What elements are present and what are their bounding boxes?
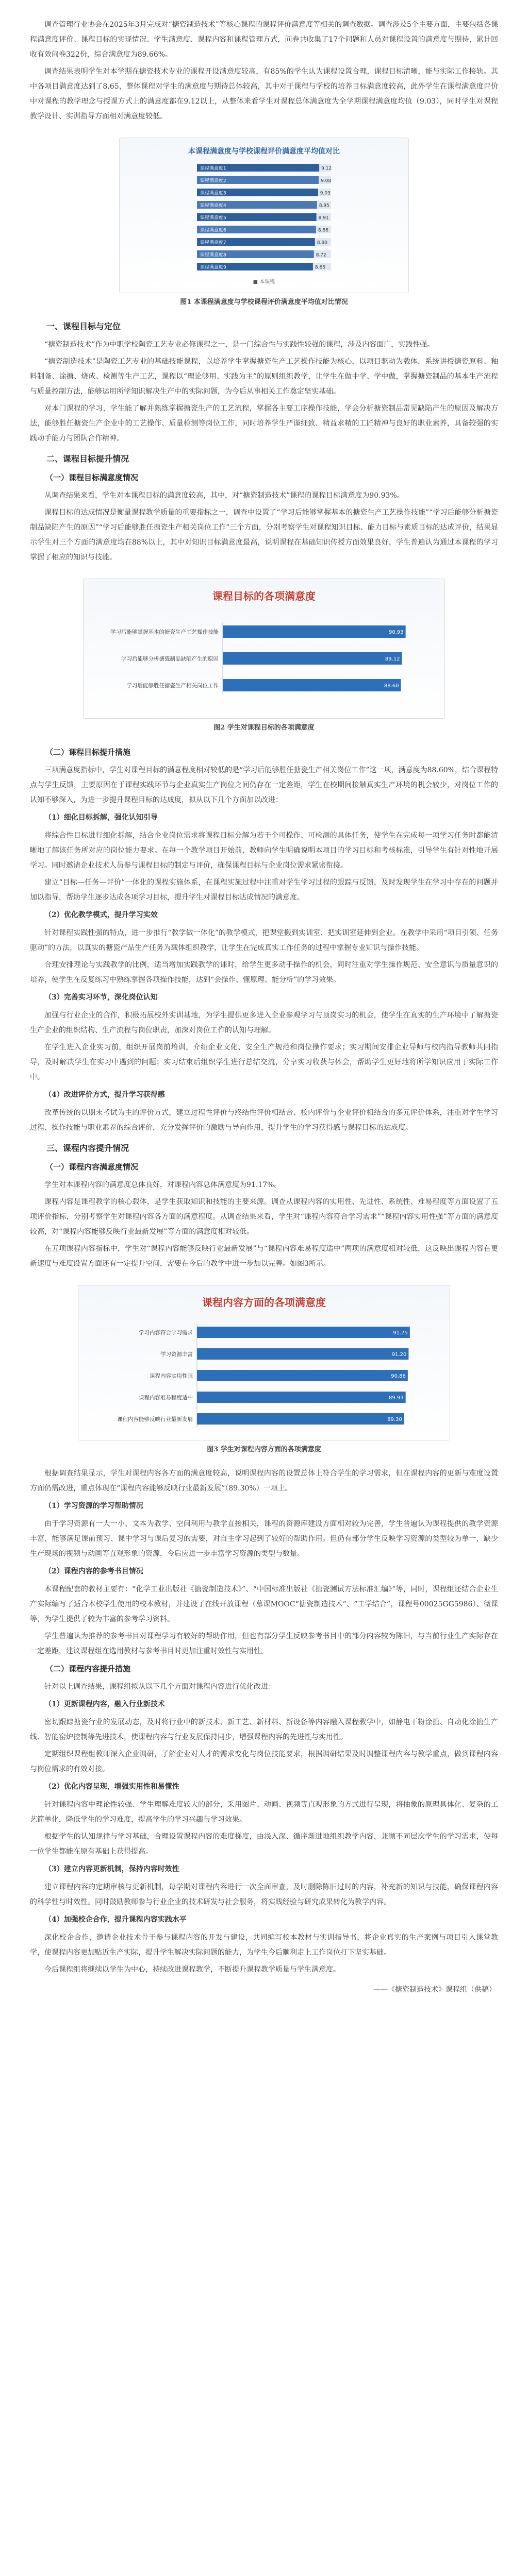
bar — [197, 1413, 404, 1425]
bar-category-label: 课程满意度2 — [200, 178, 226, 184]
section-2-title: 二、课程目标提升情况 — [46, 454, 129, 464]
category-label: 课程内容难易程度适中 — [139, 1395, 193, 1401]
point-paragraph: 学生普遍认为推荐的参考书目对课程学习有较好的帮助作用，但也有部分学生反映参考书目中的部分内容较为陈旧，与当前行业生产实际存在一定差距，建议课程组在选用教材与参考书目时更加注重时效性与实用性。 — [30, 1632, 498, 1655]
chart-1-svg — [120, 138, 408, 293]
point-paragraph: 改革传统的以期末考试为主的评价方式，建立过程性评价与终结性评价相结合、校内评价与企业评价相结合的多元评价体系，注重对学生学习过程、操作技能与职业素养的综合评价，充分发挥评价的激励与导向作用，提升学生的学习获得感与课程目标的达成度。 — [30, 1109, 498, 1132]
point-title: （3）完善实习环节，深化岗位认知 — [44, 993, 158, 1002]
section-1-title: 一、课程目标与定位 — [46, 321, 121, 331]
point-title: （4）加强校企合作，提升课程内容实践水平 — [44, 1916, 187, 1924]
chart-3-svg — [78, 1285, 450, 1440]
bar-category-label: 课程满意度3 — [200, 191, 226, 196]
point-paragraph: 合理安排理论与实践教学的比例，适当增加实践教学的课时，给学生更多动手操作的机会，同时注重对学生操作规范、安全意识与质量意识的培养，使学生在反复练习中熟练掌握各项操作技能，达到“会操作、懂原理、能分析”的学习效果。 — [30, 961, 498, 984]
section-3-paragraph: 针对以上调查结果，课程组拟从以下几个方面对课程内容进行优化改进： — [44, 1683, 275, 1691]
figure-3 — [78, 1285, 450, 1440]
bar-value-label: 9.03 — [320, 191, 331, 196]
bar — [197, 1370, 408, 1381]
category-label: 学习后能够分析搪瓷制品缺陷产生的原因 — [121, 656, 219, 662]
point-title: （4）改进评价方式，提升学习获得感 — [44, 1091, 165, 1099]
bar-category-label: 课程满意度5 — [200, 215, 226, 221]
bar-value-label: 8.72 — [316, 252, 326, 258]
figure-1 — [119, 138, 409, 293]
bar-category-label: 课程满意度7 — [200, 240, 226, 246]
point-paragraph: 由于学习资源有一大一小、文本为教学、空间利用与教学直接相关，课程的资源库建设方面相对较为完善，学生普遍认为课程提供的教学资源丰富，能够满足课前预习、课中学习与课后复习的需要，对自主学习起到了较好的帮助作用。但仍有部分学生反映学习资源的类型较为单一，缺少生产现场的视频与动画等直观形象的资源，今后应进一步丰富学习资源的类型与数量。 — [30, 1520, 498, 1558]
point-paragraph: 针对课程内容中理论性较强、学生理解难度较大的部分，采用图片、动画、视频等直观形象的方式进行呈现，将抽象的原理具体化、复杂的工艺简单化，降低学生的学习难度，提高学生的学习兴趣与学习效果。 — [30, 1801, 498, 1824]
document-signature: ——《搪瓷制造技术》课程组（供稿） — [373, 1986, 496, 1994]
bar — [197, 1327, 410, 1338]
bar-value-label: 91.75 — [393, 1330, 408, 1336]
point-title: （3）建立内容更新机制，保持内容时效性 — [44, 1865, 179, 1873]
point-title: （1）更新课程内容，融入行业新技术 — [44, 1700, 165, 1708]
section-2-sub-1-title: （一）课程目标满意度情况 — [45, 473, 139, 482]
bar — [223, 625, 406, 638]
point-title: （1）学习资源的学习帮助情况 — [44, 1502, 143, 1510]
point-paragraph: 定期组织课程组教师深入企业调研，了解企业对人才的需求变化与岗位技能要求，根据调研结果及时调整课程内容与教学重点，做到课程内容与岗位需求的有效对接。 — [30, 1750, 498, 1773]
chart-2-svg — [84, 579, 444, 718]
bar-category-label: 课程满意度1 — [200, 166, 226, 172]
section-3-paragraph: 在五项课程内容指标中，学生对“课程内容能够反映行业最新发展”与“课程内容难易程度适中”两项的满意度相对较低，这反映出课程内容在更新速度与难度设置方面还有一定提升空间，需要在今后的教学中进一步加以完善。如图3所示。 — [30, 1245, 498, 1268]
section-1-paragraph: “搪瓷制造技术”是陶瓷工艺专业的基础技能课程，以培养学生掌握搪瓷生产工艺操作技能为核心，以项目驱动为载体，系统讲授搪瓷原料、釉料制备、涂搪、烧成、检测等生产工艺，课程以“理论够用、实践为主”的原则组织教学，让学生在做中学、学中做，掌握搪瓷制品的基本生产流程与质量控制方法，能够运用所学知识解决生产中的实际问题，为今后从事相关工作奠定坚实基础。 — [30, 358, 498, 396]
section-3-paragraph: 学生对本课程内容的满意度总体良好，对课程内容总体满意度为91.17%。 — [44, 1181, 282, 1189]
section-3-title: 三、课程内容提升情况 — [46, 1143, 129, 1153]
category-label: 学习后能够胜任搪瓷生产相关岗位工作 — [126, 683, 219, 689]
bar-value-label: 89.12 — [385, 656, 400, 662]
bar — [197, 1392, 406, 1403]
bar-value-label: 8.80 — [317, 240, 327, 246]
section-2-paragraph: 三项满意度指标中，学生对课程目标的满意程度相对较低的是“学习后能够胜任搪瓷生产相关岗位工作”这一项，满意度为88.60%，结合课程特点与学生反馈，主要原因在于课程实践环节与企业真实生产岗位之间仍存在一定差距，学生在校期间接触真实生产环境的机会较少，对岗位工作的认知不够深入，为进一步提升课程目标的达成度，拟从以下几个方面加以改进： — [30, 766, 498, 804]
bar-value-label: 9.08 — [321, 178, 332, 184]
bar-category-label: 课程满意度4 — [200, 203, 226, 209]
point-title: （2）优化内容呈现，增强实用性和易懂性 — [44, 1783, 179, 1791]
category-label: 学习资源丰富 — [160, 1351, 193, 1358]
bar — [197, 1348, 408, 1360]
point-title: （2）优化教学模式，提升学习实效 — [44, 911, 158, 919]
section-3-paragraph: 根据调查结果显示，学生对课程内容各方面的满意度较高，说明课程内容的设置总体上符合学生的学习需求，但在课程内容的更新与难度设置方面仍需改进，重点体现在“课程内容能够反映行业最新发展”（89.30%）一项上。 — [30, 1469, 498, 1493]
bar-value-label: 8.95 — [319, 203, 329, 209]
intro-paragraph-2: 调查结果表明学生对本学期在搪瓷技术专业的课程开设满意度较高，有85%的学生认为课程设置合理，课程目标清晰，能与实际工作接轨。其中各项目满意度达到了8.65，整体课程对学生的满意度与期待总体较高，其中对于课程与学校的培养目标满意度较高，此外学生在课程满意度评价中对课程的教学理念与授课方式上的满意度都在9.12以上，从整体来看学生对课程总体满意度为全学期课程满意度均值（9.03），同时学生对课程教学设计、实训指导方面相对满意度较低。 — [30, 67, 498, 121]
bar-value-label: 88.60 — [384, 683, 399, 689]
section-1-paragraph: “搪瓷制造技术”作为中职学校陶瓷工艺专业必修课程之一，是一门综合性与实践性较强的课程，涉及内容面广，实践性强。 — [44, 341, 435, 349]
legend-label: ■ 本课程 — [253, 279, 275, 285]
bar-value-label: 9.12 — [321, 166, 332, 172]
section-2-sub-2-title: （二）课程目标提升措施 — [45, 748, 131, 757]
bar-value-label: 90.93 — [388, 630, 404, 635]
bar — [223, 652, 402, 665]
section-3-paragraph: 课程内容是课程教学的核心载体，是学生获取知识和技能的主要来源。调查从课程内容的实用性、先进性、系统性、难易程度等方面设置了五项评价指标，分别考察学生对课程内容各方面的满意程度。从调查结果来看，学生对“课程内容符合学习需求”“课程内容实用性强”等方面的满意度较高，对“课程内容能够反映行业最新发展”等方面的满意度相对较低。 — [30, 1198, 498, 1236]
bar-category-label: 课程满意度8 — [200, 252, 226, 258]
intro-paragraph-1: 调查管理行业协会在2025年3月完成对“搪瓷制造技术”等核心课程的课程评价满意度等相关的调查数据。调查涉及5个主要方面，主要包括各课程满意度评价、课程目标的实现情况、学生满意度、课程内容和课程管理方式，问卷共收集了17个问题和人员对课程设置的满意度与期待，累计回收有效问卷322份，综合满意度为89.66%。 — [30, 21, 498, 59]
point-paragraph: 将综合性目标进行细化拆解，结合企业岗位需求将课程目标分解为若干个可操作、可检测的具体任务，使学生在完成每一项学习任务时都能清晰地了解该任务所对应的岗位能力要求。在每一个教学项目开始前，教师向学生明确说明本项目的学习目标和考核标准，引导学生有针对性地开展学习。同时邀请企业技术人员参与课程目标的制定与评价，确保课程目标与企业岗位需求紧密衔接。 — [30, 832, 498, 870]
point-paragraph: 针对课程实践性强的特点，进一步推行“教学做一体化”的教学模式，把课堂搬到实训室、把实训室延伸到企业。在教学中采用“项目引领、任务驱动”的方法，以真实的搪瓷产品生产任务为载体组织教学，让学生在完成真实工作任务的过程中掌握专业知识与操作技能。 — [30, 929, 498, 952]
figure-2 — [83, 579, 445, 719]
point-paragraph: 建立“目标—任务—评价”一体化的课程实施体系，在课程实施过程中注重对学生学习过程的跟踪与反馈，及时发现学生在学习中存在的问题并加以指导，帮助学生逐步达成各项学习目标，提升学生对课程目标达成情况的满意度。 — [30, 878, 498, 902]
chart-title: 课程内容方面的各项满意度 — [202, 1296, 326, 1309]
section-3-sub-1-title: （一）课程内容满意度情况 — [45, 1162, 139, 1172]
bar-value-label: 8.91 — [318, 215, 329, 221]
point-paragraph: 建立课程内容的定期审核与更新机制，每学期对课程内容进行一次全面审查，及时删除陈旧过时的内容，补充新的知识与技能，确保课程内容的科学性与时效性。同时鼓励教师参与行业企业的技术研发与社会服务，将实践经验与研究成果转化为教学内容。 — [30, 1883, 498, 1906]
figure-2-caption: 图2 学生对课程目标的各项满意度 — [213, 724, 315, 732]
point-paragraph: 在学生进入企业实习前，组织开展岗前培训，介绍企业文化、安全生产规范和岗位操作要求；实习期间安排企业导师与校内指导教师共同指导，及时解决学生在实习中遇到的问题；实习结束后组织学生进行总结交流，分享实习收获与体会，帮助学生更好地将所学知识应用于实际工作中。 — [30, 1043, 498, 1081]
section-2-paragraph: 课程目标的达成情况是衡量课程教学质量的重要指标之一，调查中设置了“学习后能够掌握基本的搪瓷生产工艺操作技能”“学习后能够分析搪瓷制品缺陷产生的原因”“学习后能够胜任搪瓷生产相关岗位工作”三个方面，分别考察学生对课程知识目标、能力目标与素质目标的达成评价，结果显示学生对三个方面的满意度均在88%以上，其中对知识目标满意度最高，说明课程在基础知识传授方面效果良好，学生普遍认为通过本课程的学习掌握了相应的知识与技能。 — [30, 509, 498, 562]
section-3-sub-2-title: （二）课程内容提升措施 — [45, 1664, 131, 1673]
chart-title: 课程目标的各项满意度 — [212, 590, 316, 602]
point-paragraph: 本课程配套的教材主要有：“化学工业出版社《搪瓷制造技术》”、“中国标准出版社《搪瓷测试方法标准汇编》”等，同时，课程组还结合企业生产实际编写了适合本校学生使用的校本教材，并建设了在线开放课程（慕课MOOC“搪瓷制造技术”、“工学结合”，课程号00025GG5986）、微课等，为学生提供了较为丰富的参考学习资料。 — [30, 1585, 498, 1623]
figure-1-caption: 图1 本课程满意度与学校课程评价满意度平均值对比情况 — [180, 298, 348, 306]
point-paragraph: 深化校企合作，邀请企业技术骨干参与课程内容的开发与建设，共同编写校本教材与实训指导书，将企业真实的生产案例与项目引入课堂教学，使课程内容更加贴近生产实际，提升学生解决实际问题的能力，为学生今后顺利走上工作岗位打下坚实基础。 — [30, 1934, 498, 1957]
point-paragraph: 加强与行业企业的合作，积极拓展校外实训基地，为学生提供更多进入企业参观学习与顶岗实习的机会，使学生在真实的生产环境中了解搪瓷生产企业的组织结构、生产流程与岗位职责，加深对岗位工作的认知与理解。 — [30, 1011, 498, 1035]
bar-category-label: 课程满意度6 — [200, 228, 226, 233]
section-1-paragraph: 对本门课程的学习，学生能了解并熟练掌握搪瓷生产的工艺流程，掌握各主要工序操作技能，学会分析搪瓷制品常见缺陷产生的原因及解决方法，能够胜任搪瓷生产企业中的工艺操作、质量检测等岗位工作，同时培养学生严谨细致、精益求精的工匠精神与良好的职业素养，具备较强的实践动手能力与团队合作精神。 — [30, 404, 498, 443]
category-label: 学习后能够掌握基本的搪瓷生产工艺操作技能 — [110, 629, 219, 635]
bar-value-label: 89.93 — [389, 1395, 404, 1401]
bar-category-label: 课程满意度9 — [200, 265, 226, 270]
point-title: （2）课程内容的参考书目情况 — [44, 1567, 143, 1575]
figure-3-caption: 图3 学生对课程内容方面的各项满意度 — [207, 1446, 321, 1453]
bar-value-label: 8.88 — [318, 228, 328, 233]
bar-value-label: 8.65 — [315, 265, 325, 270]
category-label: 学习内容符合学习需求 — [139, 1330, 193, 1336]
point-title: （1）细化目标拆解，强化认知引导 — [44, 814, 158, 822]
bar-value-label: 90.86 — [391, 1374, 406, 1379]
section-2-paragraph: 从调查结果来看，学生对本课程目标的满意度较高，其中，对“搪瓷制造技术”课程的课程目标满意度为90.93%。 — [44, 492, 404, 500]
category-label: 课程内容能够反映行业最新发展 — [117, 1416, 193, 1422]
bar-value-label: 89.30 — [387, 1417, 402, 1422]
point-paragraph: 今后课程组将继续以学生为中心，持续改进课程教学，不断提升课程教学质量与学生满意度。 — [44, 1965, 340, 1974]
bar — [223, 679, 401, 691]
bar-value-label: 91.20 — [391, 1352, 407, 1358]
point-paragraph: 根据学生的认知规律与学习基础，合理设置课程内容的难度梯度，由浅入深、循序渐进地组织教学内容，兼顾不同层次学生的学习需求，使每一位学生都能在原有基础上获得提高。 — [30, 1833, 498, 1856]
chart-title: 本课程满意度与学校课程评价满意度平均值对比 — [188, 147, 340, 156]
category-label: 课程内容实用性强 — [150, 1373, 193, 1379]
point-paragraph: 密切跟踪搪瓷行业的发展动态，及时将行业中的新技术、新工艺、新材料、新设备等内容融入课程教学中，如静电干粉涂搪、自动化涂搪生产线、智能窑炉控制等先进技术，使课程内容与行业发展保持同步，增强课程内容的先进性与实用性。 — [30, 1718, 498, 1741]
